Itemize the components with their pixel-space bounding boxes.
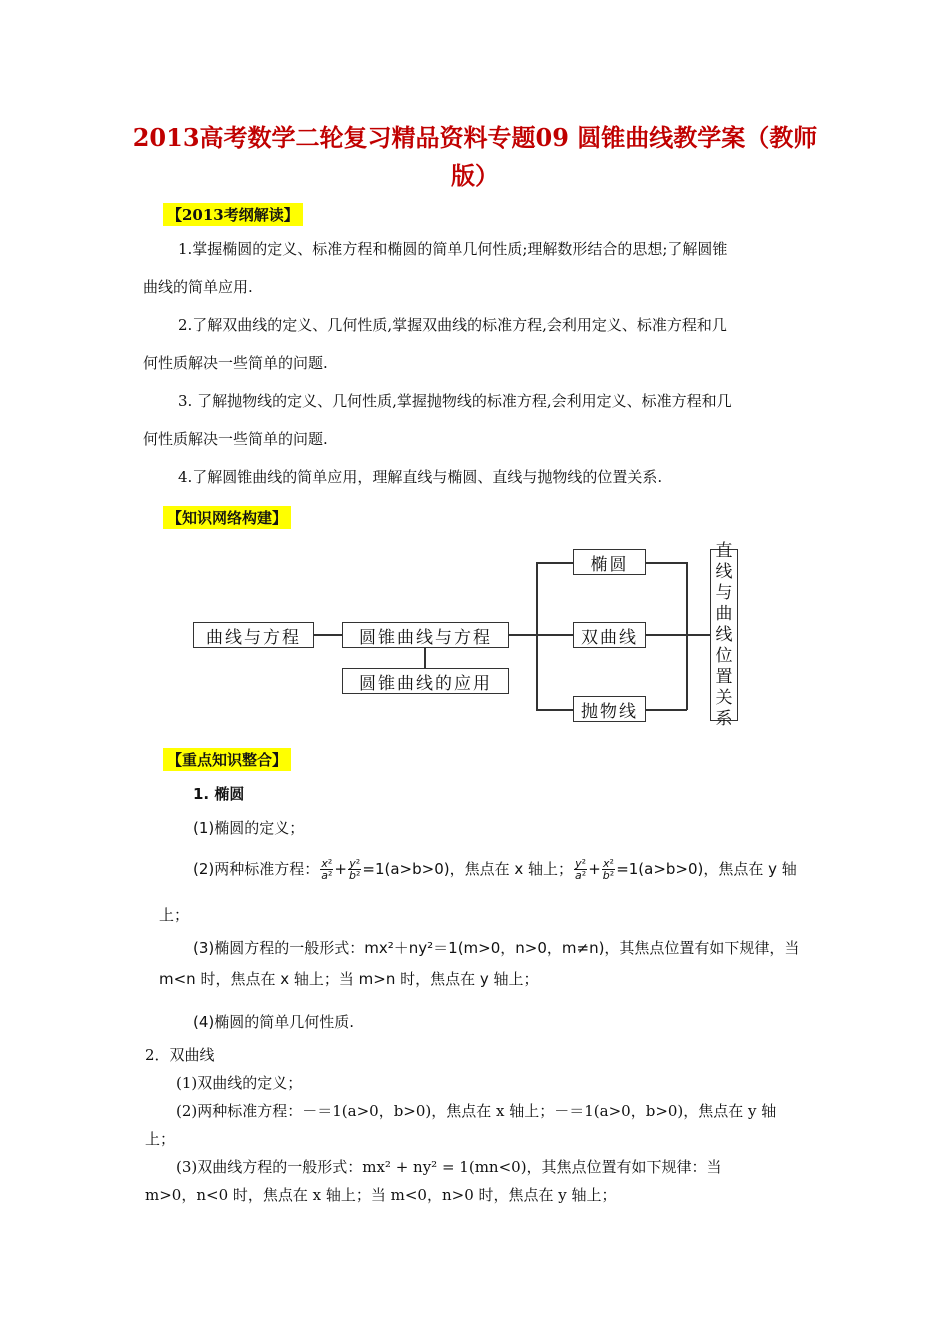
box-conic-equation: 圆锥曲线与方程 [342,622,509,648]
relation-char: 曲 [715,603,733,624]
relation-char: 线 [715,561,733,582]
kaogang-item: 4.了解圆锥曲线的简单应用，理解直线与椭圆、直线与抛物线的位置关系. [178,468,663,486]
hyperbola-heading: 2．双曲线 [145,1046,215,1064]
kaogang-item: 何性质解决一些简单的问题. [143,430,328,448]
page-title-line2: 版） [451,161,499,190]
hyperbola-standard-equations: (2)两种标准方程：－＝1(a>0，b>0)，焦点在 x 轴上；－＝1(a>0，b>0)，焦点在 y 轴 [176,1102,777,1120]
relation-char: 置 [715,666,733,687]
kaogang-item: 3. 了解抛物线的定义、几何性质,掌握抛物线的标准方程,会利用定义、标准方程和几 [178,392,732,410]
box-hyperbola: 双曲线 [573,622,646,648]
hyperbola-general-form: (3)双曲线方程的一般形式：mx² + ny² = 1(mn<0)，其焦点位置有如下规律：当 [176,1158,722,1176]
bracket-top-right [646,562,687,564]
section-key-knowledge: 【重点知识整合】 [163,748,291,771]
relation-char: 线 [715,624,733,645]
kaogang-item: 何性质解决一些简单的问题. [143,354,328,372]
fraction-y2-a2: $\frac{\text{y²}}{\text{a²}}$ [575,857,587,882]
ellipse-properties: (4)椭圆的简单几何性质. [193,1013,355,1031]
box-ellipse: 椭圆 [573,549,646,575]
fraction-y2-b2: $\frac{\text{y²}}{\text{b²}}$ [349,857,361,882]
box-curve-equation: 曲线与方程 [193,622,314,648]
connector [313,634,343,636]
bracket-bottom-left [536,709,573,711]
hyperbola-definition: (1)双曲线的定义； [176,1074,303,1092]
ellipse-definition: (1)椭圆的定义； [193,819,305,837]
page-title-line1: 2013高考数学二轮复习精品资料专题09 圆锥曲线教学案（教师 [132,123,818,152]
fraction-x2-a2: $\frac{\text{x²}}{\text{a²}}$ [321,857,333,882]
relation-char: 直 [715,540,733,561]
relation-char: 关 [715,687,733,708]
bracket-top-left [536,562,573,564]
std-prefix: (2)两种标准方程： [193,860,320,878]
section-kaogang: 【2013考纲解读】 [163,203,303,226]
kaogang-item: 1.掌握椭圆的定义、标准方程和椭圆的简单几何性质;理解数形结合的思想;了解圆锥 [178,240,728,258]
section-network: 【知识网络构建】 [163,506,291,529]
relation-char: 与 [715,582,733,603]
fraction-x2-b2: $\frac{\text{x²}}{\text{b²}}$ [602,857,615,882]
hyperbola-std-tail: 上； [145,1130,176,1148]
connector [646,634,710,636]
relation-char: 位 [715,645,733,666]
box-conic-application: 圆锥曲线的应用 [342,668,509,694]
connector [508,634,573,636]
hyperbola-general-form-cont: m>0，n<0 时，焦点在 x 轴上；当 m<0，n>0 时，焦点在 y 轴上； [145,1186,617,1204]
ellipse-general-form: (3)椭圆方程的一般形式：mx²＋ny²＝1(m>0，n>0，m≠n)，其焦点位置有如下规律，当 [193,939,800,957]
ellipse-heading: 1. 椭圆 [193,785,245,803]
ellipse-standard-equations: (2)两种标准方程： $\frac{\text{x²}}{\text{a²}}$ + $\frac{\text{y²}}{\text{b²}}$ =1(a>b>0)，焦点在 x 轴上； $\frac{\text{y²}}{\text{a²}}$ + $\frac{\text{x²}}{\text{b²}}$ =1(a>b>0)，焦点在 y 轴 [193,857,797,882]
bracket-left-line [536,562,538,710]
kaogang-item: 2.了解双曲线的定义、几何性质,掌握双曲线的标准方程,会利用定义、标准方程和几 [178,316,727,334]
relation-char: 系 [715,708,733,729]
std-middle: =1(a>b>0)，焦点在 x 轴上； [362,860,574,878]
ellipse-general-form-cont: m<n 时，焦点在 x 轴上；当 m>n 时，焦点在 y 轴上； [159,970,539,988]
std-suffix: =1(a>b>0)，焦点在 y 轴 [616,860,797,878]
ellipse-std-tail: 上； [159,906,190,924]
kaogang-item: 曲线的简单应用. [143,278,253,296]
box-parabola: 抛物线 [573,696,646,722]
connector-vertical [424,648,426,668]
box-line-curve-relation [710,540,738,729]
bracket-right-line [686,562,688,710]
bracket-bottom-right [646,709,687,711]
